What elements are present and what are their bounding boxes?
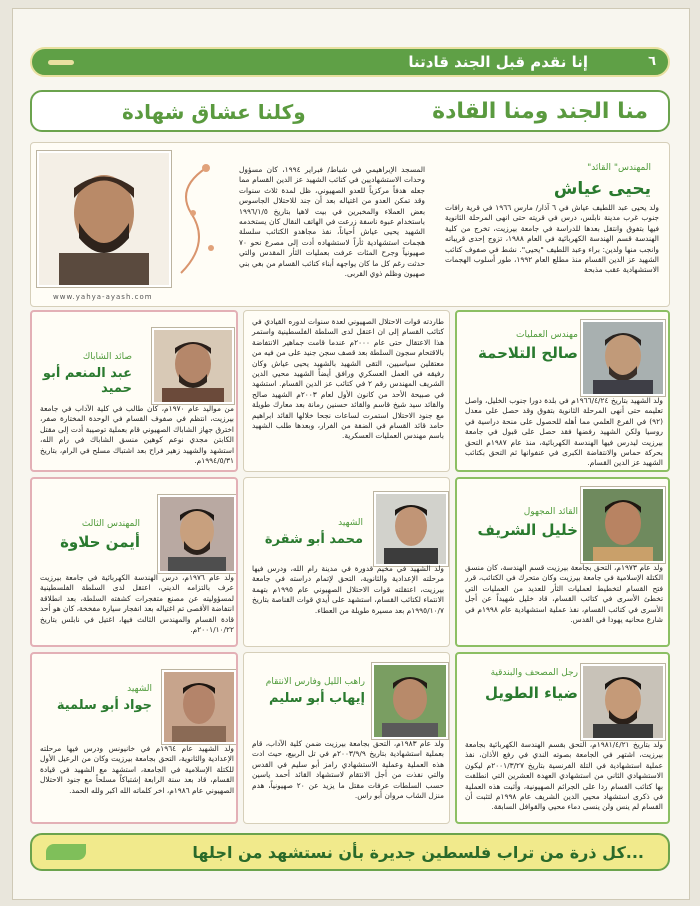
card-diaa-bio: ولد بتاريخ ١٩٨١/٤/٢١م، التحق بقسم الهندسة الكهربائية بجامعة بيرزيت، اشتهر في الجامعة بصوته الندي في رفع الأذان، نفذ عملية استشهادية في التلة الفرنسية بتاريخ ٢٠٠١/٣/٢٧م ليكون الاستشهادي الثاني من استشهادي العهدة العشرين التي انطلقت بها كتائب القسام ردا على الجرائم الصهيونية، وأثبت هذه العملية في ذكرى استشهاد محيي الدين الشريف عام ١٩٩٨م لتثبت أن القسام لم ينس ولن ينسى دماء محيي والقوافل السابقة. <box>465 740 663 812</box>
card-khalil <box>455 477 670 647</box>
card-diaa-name: ضياء الطويل <box>485 684 578 702</box>
card-abushaqra-role: الشهيد <box>338 518 363 528</box>
card-ihab-name: إيهاب أبو سليم <box>269 691 365 706</box>
featured-name: يحيى عياش <box>553 179 651 199</box>
card-abushaqra <box>243 477 450 647</box>
portrait-icon <box>154 330 232 402</box>
card-saleh-photo <box>581 320 665 396</box>
page-number: ٦ <box>648 54 656 69</box>
portrait-icon <box>583 489 663 561</box>
bottom-banner <box>30 833 670 871</box>
card-abdelmoneim-name: عبد المنعم أبو حميد <box>42 366 132 396</box>
card-jawad-name: جواد أبو سلمية <box>56 698 152 713</box>
card-jawad <box>30 652 238 824</box>
card-jawad-photo <box>162 670 236 744</box>
card-abdelmoneim-photo <box>152 328 234 404</box>
banner-title: إنا نقدم قبل الجند قادتنا <box>408 53 588 71</box>
card-ihab-photo <box>372 663 448 739</box>
portrait-icon <box>583 666 663 738</box>
card-diaa-role: رجل المصحف والبندقية <box>490 668 578 678</box>
floral-swirl-icon <box>171 153 231 283</box>
card-ihab-role: راهب الليل وفارس الانتقام <box>265 677 365 687</box>
card-saleh-name: صالح التلاحمة <box>477 344 578 362</box>
featured-bio-left: المسجد الإبراهيمي في شباط/ فبراير ١٩٩٤، كان مسؤول وحدات الاستشهاديين في كتائب الشهيد عز الدين القسام مما جعله هدفاً مركزياً للعدو الصهيوني، ظل لمدة ثلاث سنوات وقد تمكن العدو من اغتياله بعد أن جند للاحتلال الجاسوس بعض العملاء والمخبرين في بيت لاهيا بتاريخ ١٩٩٦/١/٥ باستخدام عبوة ناسفة زرعت في الهاتف النقال كان يستخدمه الشهيد يحيى عياش أحياناً، نفذ مجاهدو الكتائب سلسلة هجمات استشهادية ثأراً لاستشهاده أدت إلى مصرع نحو ٧٠ صهيونياً وجرح المئات عرفت بعمليات الثأر المقدس والتي حدثت رغم كل ما كان يواجهه أبناء كتائب القسام من بغي بني صهيون وظلم ذوي القربى. <box>239 165 425 279</box>
card-ayman-name: أيمن حلاوة <box>60 533 140 551</box>
card-saleh <box>455 310 670 472</box>
portrait-icon <box>160 497 234 571</box>
card-abdelmoneim <box>30 310 238 472</box>
card-saleh-continued-bio: طاردته قوات الاحتلال الصهيوني لعدة سنوات لدوره القيادي في كتائب القسام إلى ان اعتقل لدى السلطة الفلسطينية واستمر هذا الاعتقال حتى عام ٢٠٠٠م عندما قامت جماهير الانتفاضة بالاقتحام سجون السلطة بعد قصف سجن جنيد على من فيه من معتقلين سياسيين، التقى الشهيد بالشهيد يحيى عياش وكان رفيقه في العمل العسكري ورافق أيضاً الشهيد محيي الدين الشريف المهندس رقم ٢ في كتائب عز الدين القسام. استشهد في صبيحة الأحد من كانون الأول لعام ٢٠٠٣م الشهيد صالح والقائد سيد شيخ قاسم والقائد حسنين رمانة بعد معارك طويلة مع جنود الاحتلال استمرت لساعات نجحا خلالها القائد ابراهيم حامد قائد القسام في الضفة من الفرار، وبعدها طلب الشهيد باسم مهندس العمليات العسكرية. <box>252 317 444 441</box>
slogan-part2: وكلنا عشاق شهادة <box>122 100 306 124</box>
slogan-part1: منا الجند ومنا القادة <box>432 99 648 124</box>
portrait-icon <box>374 665 446 737</box>
featured-role: "المهندس" القائد <box>587 163 651 173</box>
card-saleh-role: مهندس العمليات <box>516 330 578 340</box>
card-ayman-bio: ولد عام ١٩٧٦م، درس الهندسة الكهربائية في جامعة بيرزيت عرف بالتزامه الديني، اعتقل لدى السلطة الفلسطينية لمسؤوليته عن مصنع متفجرات كشفته السلطة، بعد انطلاقة انتفاضة الأقصى تم اغتياله بعد انفجار سيارة مفخخة، كان هو أحد قادة القسام والمهندس الثالث فيها، اغتيل في نابلس بتاريخ ٢٠٠١/١٠/٢٢م. <box>40 573 234 635</box>
card-abushaqra-bio: ولد الشهيد في مخيم قدورة في مدينة رام الله، ودرس فيها مرحلته الإعدادية والثانوية، التحق لإتمام دراسته في جامعة بيرزيت، اعتقلته قوات الاحتلال الصهيوني عام ١٩٩٥م بتهمة الانتماء لكتائب القسام، استشهد على أيدي قوات القناصة بتاريخ ١٩٩٥/١٠/٧م بعد مسيرة طويلة من العطاء. <box>252 564 444 615</box>
leaf-icon <box>46 844 86 860</box>
card-ihab-bio: ولد عام ١٩٨٣م، التحق بجامعة بيرزيت ضمن كلية الآداب، قام بعملية استشهادية بتاريخ ٢٠٠٣/٩/٩م في تل الربيع، حيث ادت هذه العملية وعملية الاستشهادي رامز أبو سليم في القدس والتي نفذت من أجل الانتقام لاستشهاد القائد أحمد ياسين حسب السلطات عرفات مقتل ما يزيد عن ٢٠ صهيونياً، هدم منزل الشاب مروان أبو راس. <box>252 739 445 801</box>
card-ayman-photo <box>158 495 236 573</box>
card-ihab <box>243 652 450 824</box>
portrait-icon <box>164 672 234 742</box>
card-abdelmoneim-bio: من مواليد عام ١٩٧٠م، كان طالب في كلية الآداب في جامعة بيرزيت، انتظم في صفوف القسام في الوحدة المختارة صفر، اخترق جهاز الشاباك الصهيوني قام بعملية توصيبة أدت إلى مقتل الكابتن مجدي نوعم كوهين منسق الشاباك في رام الله، استشهد والشهيد زهير فراح بعد اشتباك مسلح في الرام، بتاريخ ١٩٩٤/٥/٣١م. <box>40 404 235 466</box>
card-saleh-bio: ولد الشهيد بتاريخ ١٩٦٦/٤/٢٤م في بلدة دورا جنوب الخليل، واصل تعليمه حتى أنهى المرحلة الثانوية بتفوق وقد حصل على معدل (٩٢) في الفرع العلمي مما أهله للحصول على منحة دراسية في روسيا ولكن الشهيد رفضها فقد حصل على قبول في جامعة بيرزيت ليدرس فيها الهندسة الكهربائية، منذ عام ١٩٨٧م التحق بحركة حماس والانتفاضة الكبرى في عنفوانها ثم التحق بكتائب الشهيد عز الدين القسام. <box>465 396 663 468</box>
website-url: www.yahya-ayash.com <box>53 293 153 301</box>
card-khalil-photo <box>581 487 665 563</box>
card-diaa <box>455 652 670 824</box>
featured-card <box>30 142 670 307</box>
card-saleh-continued <box>243 310 450 472</box>
card-abdelmoneim-role: صائد الشاباك <box>82 352 132 362</box>
portrait-icon <box>583 322 663 394</box>
card-ayman-role: المهندس الثالث <box>81 519 140 529</box>
bottom-banner-text: كل ذرة من تراب فلسطين جديرة بأن نستشهد من اجلها... <box>192 843 644 862</box>
portrait-icon <box>39 153 169 285</box>
card-ayman <box>30 477 238 647</box>
card-khalil-role: القائد المجهول <box>523 507 578 517</box>
card-khalil-name: خليل الشريف <box>477 521 578 539</box>
portrait-icon <box>376 494 446 564</box>
card-jawad-role: الشهيد <box>127 684 152 694</box>
card-jawad-bio: ولد الشهيد عام ١٩٦٤م في خانيونس ودرس فيها مرحلته الإعدادية والثانوية، التحق بجامعة بيرزيت وكان من الرعيل الأول للكتلة الإسلامية في الجامعة، استشهد مع الشهيد في قيادة القسام، قاد بعد سنة الرابعة إشتباكاً مسلحاً مع جنود الاحتلال الصهيوني عام ١٩٨٦م، اخر كلماته الله اكبر ولله الحمد. <box>40 744 234 795</box>
card-diaa-photo <box>581 664 665 740</box>
top-banner <box>30 47 670 77</box>
featured-bio-right: ولد يحيى عبد اللطيف عياش في ٦ آذار/ مارس ١٩٦٦ في قرية رافات جنوب غرب مدينة نابلس، درس في قريته حتى انهى المرحلة الثانوية فيها بتفوق وانتقل بعدها للدراسة في جامعة بيرزيت، تخرج من كلية الهندسة قسم الهندسة الكهربائية في العام ١٩٨٨، تزوج إحدى قريباته وانجب منها ولدين: براء وعبد اللطيف "يحيى". نشط في صفوف كتائب الشهيد عز الدين القسام منذ مطلع العام ١٩٩٢، طور أسلوب الهجمات الاستشهادية عقب مذبحة <box>445 203 659 275</box>
card-abushaqra-name: محمد أبو شقرة <box>264 532 363 547</box>
slogan-box <box>30 90 670 132</box>
banner-decoration <box>48 60 74 65</box>
card-abushaqra-photo <box>374 492 448 566</box>
card-khalil-bio: ولد عام ١٩٧٣م، التحق بجامعة بيرزيت قسم الهندسة، كان منسق الكتلة الإسلامية في جامعة بيرزيت وكان متحرك في الكتائب، قرر فتح القسام لتخطيط لعمليات الثأر للعديد من العمليات التي تخطئ الأسرى في كتائب القسام، قاد خليل شهيداً عن أجل الأسرى في كتائب القسام، نفذ عملية استشهادية عام ١٩٩٨م في شارع محانيه يهودا في القدس. <box>465 563 663 625</box>
featured-photo <box>37 151 171 287</box>
